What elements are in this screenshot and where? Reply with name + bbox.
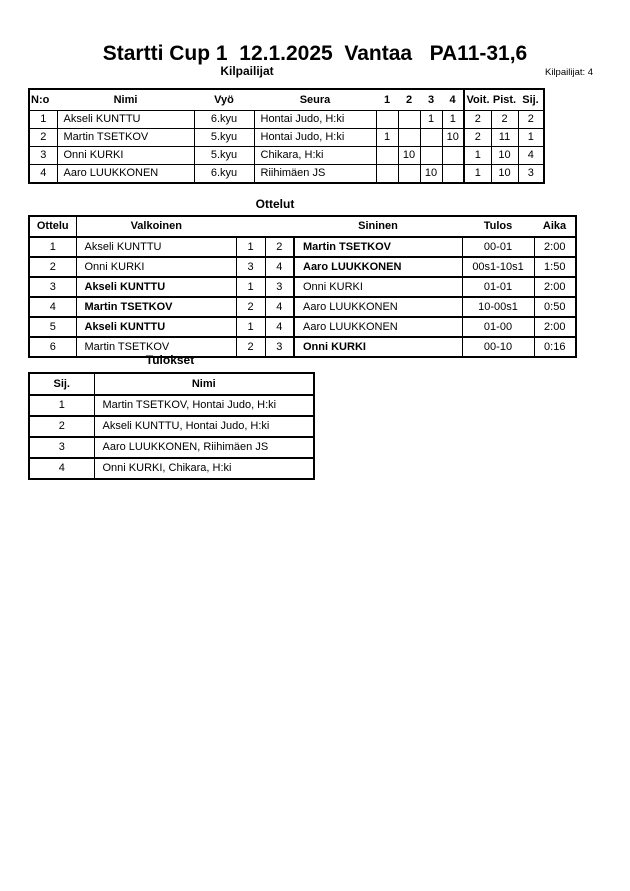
cell-white-no: 3 <box>236 257 265 277</box>
cell-score-2 <box>398 129 420 147</box>
cell-no: 4 <box>29 165 57 184</box>
col-header-white-no <box>236 216 265 237</box>
cell-wins: 2 <box>464 129 491 147</box>
col-header-match: Ottelu <box>29 216 76 237</box>
cell-blue-no: 2 <box>265 237 294 257</box>
col-header-no: N:o <box>29 89 57 111</box>
cell-match-no: 2 <box>29 257 76 277</box>
cell-belt: 6.kyu <box>194 165 254 184</box>
results-section-heading: Tulokset <box>145 353 195 367</box>
table-row <box>29 317 576 337</box>
col-header-3: 3 <box>420 89 442 111</box>
cell-match-no: 5 <box>29 317 76 337</box>
cell-wins: 2 <box>464 111 491 129</box>
cell-score-1 <box>376 111 398 129</box>
cell-result: 00-10 <box>462 337 534 357</box>
cell-time: 2:00 <box>534 237 576 257</box>
cell-white-no: 1 <box>236 237 265 257</box>
col-header-wins: Voit. <box>464 89 491 111</box>
table-row <box>29 395 314 416</box>
cell-blue-name: Aaro LUUKKONEN <box>294 317 462 337</box>
col-header-white: Valkoinen <box>76 216 236 237</box>
cell-score-1 <box>376 165 398 184</box>
competitors-header-row <box>29 89 544 111</box>
matches-header-row <box>29 216 576 237</box>
cell-match-no: 3 <box>29 277 76 297</box>
col-header-blue: Sininen <box>294 216 462 237</box>
cell-club: Chikara, H:ki <box>254 147 376 165</box>
cell-place: 2 <box>29 416 94 437</box>
cell-no: 3 <box>29 147 57 165</box>
cell-blue-no: 4 <box>265 257 294 277</box>
cell-score-4: 10 <box>442 129 464 147</box>
cell-points: 10 <box>491 147 518 165</box>
table-row <box>29 416 314 437</box>
table-row <box>29 277 576 297</box>
matches-table <box>28 215 577 358</box>
table-row <box>29 129 544 147</box>
cell-place: 1 <box>518 129 544 147</box>
table-row <box>29 458 314 479</box>
cell-points: 10 <box>491 165 518 184</box>
cell-time: 1:50 <box>534 257 576 277</box>
competitors-count-label: Kilpailijat: 4 <box>545 67 594 78</box>
cell-place: 3 <box>29 437 94 458</box>
cell-no: 2 <box>29 129 57 147</box>
col-header-place: Sij. <box>29 373 94 395</box>
cell-place: 4 <box>518 147 544 165</box>
cell-time: 0:50 <box>534 297 576 317</box>
table-row <box>29 297 576 317</box>
cell-name: Aaro LUUKKONEN, Riihimäen JS <box>94 437 314 458</box>
cell-white-name: Onni KURKI <box>76 257 236 277</box>
cell-result: 01-01 <box>462 277 534 297</box>
cell-score-1 <box>376 147 398 165</box>
competitors-table <box>28 88 545 184</box>
cell-white-name: Akseli KUNTTU <box>76 317 236 337</box>
col-header-name: Nimi <box>94 373 314 395</box>
cell-score-1: 1 <box>376 129 398 147</box>
cell-white-no: 2 <box>236 297 265 317</box>
col-header-place: Sij. <box>518 89 544 111</box>
col-header-belt: Vyö <box>194 89 254 111</box>
col-header-1: 1 <box>376 89 398 111</box>
table-row <box>29 237 576 257</box>
cell-blue-name: Onni KURKI <box>294 337 462 357</box>
cell-wins: 1 <box>464 147 491 165</box>
col-header-time: Aika <box>534 216 576 237</box>
cell-belt: 5.kyu <box>194 129 254 147</box>
cell-match-no: 4 <box>29 297 76 317</box>
cell-blue-no: 4 <box>265 317 294 337</box>
cell-match-no: 6 <box>29 337 76 357</box>
col-header-result: Tulos <box>462 216 534 237</box>
table-row <box>29 257 576 277</box>
cell-result: 00s1-10s1 <box>462 257 534 277</box>
cell-match-no: 1 <box>29 237 76 257</box>
cell-blue-no: 3 <box>265 277 294 297</box>
cell-score-4 <box>442 147 464 165</box>
cell-name: Akseli KUNTTU <box>57 111 194 129</box>
cell-belt: 5.kyu <box>194 147 254 165</box>
col-header-4: 4 <box>442 89 464 111</box>
cell-time: 0:16 <box>534 337 576 357</box>
cell-points: 2 <box>491 111 518 129</box>
cell-club: Hontai Judo, H:ki <box>254 111 376 129</box>
page-title: Startti Cup 1 12.1.2025 Vantaa PA11-31,6 <box>102 42 528 65</box>
cell-points: 11 <box>491 129 518 147</box>
cell-place: 4 <box>29 458 94 479</box>
cell-name: Onni KURKI, Chikara, H:ki <box>94 458 314 479</box>
cell-score-4 <box>442 165 464 184</box>
results-table <box>28 372 315 480</box>
cell-score-3: 10 <box>420 165 442 184</box>
cell-name: Martin TSETKOV <box>57 129 194 147</box>
matches-section-heading: Ottelut <box>255 197 295 211</box>
cell-score-2 <box>398 111 420 129</box>
col-header-club: Seura <box>254 89 376 111</box>
col-header-name: Nimi <box>57 89 194 111</box>
cell-white-name: Akseli KUNTTU <box>76 277 236 297</box>
cell-white-no: 1 <box>236 277 265 297</box>
col-header-points: Pist. <box>491 89 518 111</box>
cell-time: 2:00 <box>534 317 576 337</box>
col-header-2: 2 <box>398 89 420 111</box>
cell-score-3: 1 <box>420 111 442 129</box>
cell-score-2: 10 <box>398 147 420 165</box>
cell-blue-no: 3 <box>265 337 294 357</box>
cell-score-3 <box>420 129 442 147</box>
cell-result: 01-00 <box>462 317 534 337</box>
cell-no: 1 <box>29 111 57 129</box>
cell-time: 2:00 <box>534 277 576 297</box>
cell-belt: 6.kyu <box>194 111 254 129</box>
cell-score-2 <box>398 165 420 184</box>
table-row <box>29 147 544 165</box>
cell-result: 00-01 <box>462 237 534 257</box>
cell-white-name: Martin TSETKOV <box>76 297 236 317</box>
cell-club: Riihimäen JS <box>254 165 376 184</box>
cell-name: Aaro LUUKKONEN <box>57 165 194 184</box>
cell-white-name: Akseli KUNTTU <box>76 237 236 257</box>
competitors-section-heading: Kilpailijat <box>220 64 274 78</box>
cell-blue-name: Aaro LUUKKONEN <box>294 257 462 277</box>
cell-white-no: 2 <box>236 337 265 357</box>
cell-club: Hontai Judo, H:ki <box>254 129 376 147</box>
cell-score-4: 1 <box>442 111 464 129</box>
results-header-row <box>29 373 314 395</box>
cell-blue-name: Aaro LUUKKONEN <box>294 297 462 317</box>
cell-white-name: Martin TSETKOV <box>76 337 236 357</box>
table-row <box>29 165 544 184</box>
cell-blue-name: Martin TSETKOV <box>294 237 462 257</box>
cell-place: 1 <box>29 395 94 416</box>
cell-score-3 <box>420 147 442 165</box>
cell-result: 10-00s1 <box>462 297 534 317</box>
cell-wins: 1 <box>464 165 491 184</box>
col-header-blue-no <box>265 216 294 237</box>
table-row <box>29 111 544 129</box>
cell-white-no: 1 <box>236 317 265 337</box>
cell-blue-name: Onni KURKI <box>294 277 462 297</box>
cell-name: Onni KURKI <box>57 147 194 165</box>
cell-blue-no: 4 <box>265 297 294 317</box>
cell-place: 3 <box>518 165 544 184</box>
table-row <box>29 437 314 458</box>
cell-name: Akseli KUNTTU, Hontai Judo, H:ki <box>94 416 314 437</box>
cell-place: 2 <box>518 111 544 129</box>
cell-name: Martin TSETKOV, Hontai Judo, H:ki <box>94 395 314 416</box>
